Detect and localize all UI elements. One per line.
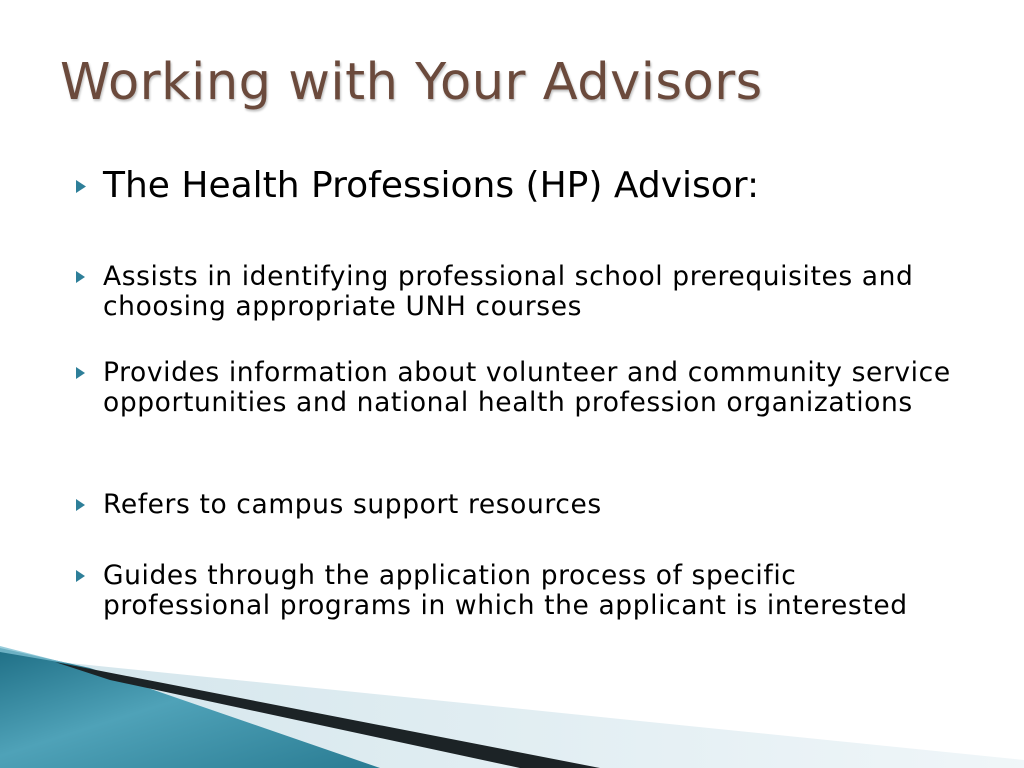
heading-bullet xyxy=(76,165,956,207)
triangle-right-icon xyxy=(76,561,103,582)
list-item-text: Assists in identifying professional school prerequisites and choosing appropriate UNH courses xyxy=(103,261,914,322)
slide-title: Working with Your Advisors xyxy=(60,53,763,112)
heading-bullet-text: The Health Professions (HP) Advisor: xyxy=(103,165,760,206)
list-item-text: Guides through the application process of specific professional programs in which the applicant is interested xyxy=(103,560,908,621)
list-item-text: Provides information about volunteer and community service opportunities and national health profession organizations xyxy=(103,357,951,418)
triangle-right-icon xyxy=(76,262,103,283)
triangle-right-icon xyxy=(76,490,103,511)
triangle-right-icon xyxy=(76,165,103,193)
list-item xyxy=(76,262,956,322)
list-item xyxy=(76,490,956,520)
triangle-right-icon xyxy=(76,358,103,379)
list-item xyxy=(76,561,956,621)
list-item xyxy=(76,358,956,418)
list-item-text: Refers to campus support resources xyxy=(103,489,602,520)
